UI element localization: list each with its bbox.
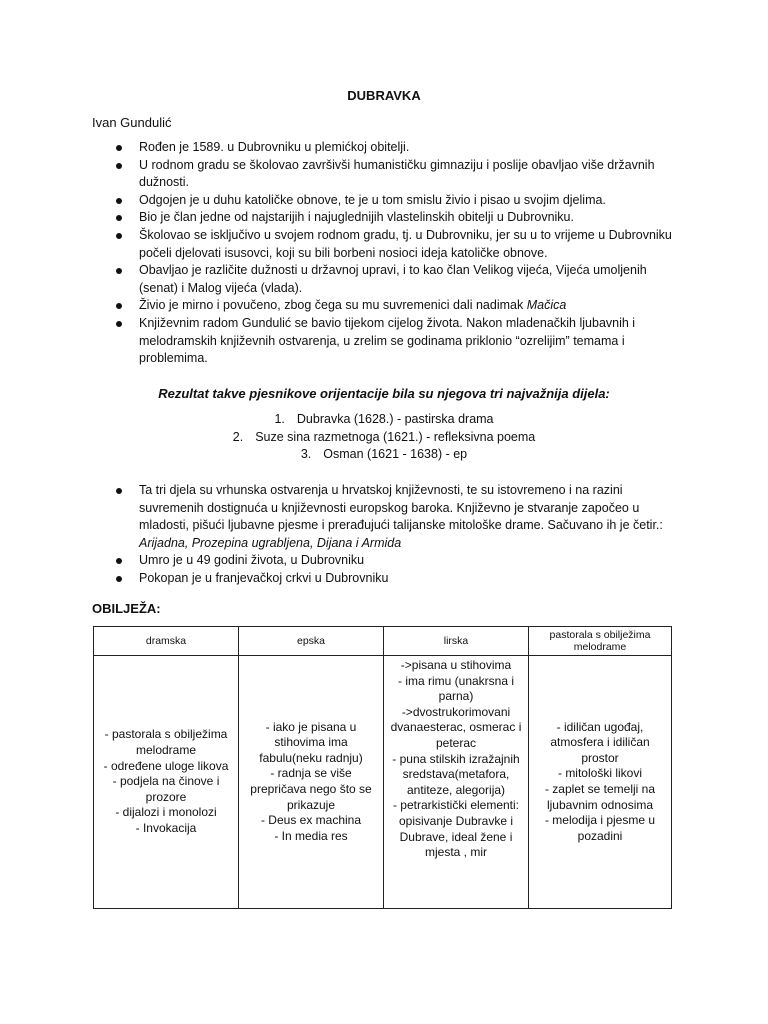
author-name: Ivan Gundulić (92, 115, 172, 130)
cell-epska: - iako je pisana u stihovima ima fabulu(neku radnju) - radnja se više prepričava nego što se prikazuje - Deus ex machina - In media res (239, 656, 384, 909)
bullet-icon (116, 576, 122, 582)
works-list (0, 411, 768, 464)
list-item: Živio je mirno i povučeno, zbog čega su mu suvremenici dali nadimak Mačica (92, 297, 682, 315)
bullet-icon (116, 488, 122, 494)
bullet-icon (116, 321, 122, 327)
list-item: Književnim radom Gundulić se bavio tijekom cijelog života. Nakon mladenačkih ljubavnih i melodramskih književnih ostvarenja, u zrelim se godinama priklonio “ozrelijim” temama i problemima. (92, 315, 682, 368)
list-item: Rođen je 1589. u Dubrovniku u plemićkoj obitelji. (92, 139, 682, 157)
header-pastorala: pastorala s obilježima melodrame (529, 627, 672, 656)
bullet-icon (116, 215, 122, 221)
result-heading: Rezultat takve pjesnikove orijentacije bila su njegova tri najvažnija dijela: (158, 386, 610, 401)
cell-lirska: ->pisana u stihovima - ima rimu (unakrsna i parna) ->dvostrukorimovani dvanaesterac, osmerac i peterac - puna stilskih izražajnih sredstava(metafora, antiteze, alegorija) - petrarkistički elementi: opisivanje Dubravke i Dubrave, ideal žene i mjesta , mir (384, 656, 529, 909)
list-item: 2. Suze sina razmetnoga (1621.) - refleksivna poema (232, 429, 536, 444)
bullet-icon (116, 558, 122, 564)
bullet-icon (116, 163, 122, 169)
list-item: Obavljao je različite dužnosti u državnoj upravi, i to kao član Velikog vijeća, Vijeća umoljenih (senat) i Malog vijeća (vlada). (92, 262, 682, 297)
list-item: Umro je u 49 godini života, u Dubrovniku (92, 552, 682, 570)
cell-pastorala: - idiličan ugođaj, atmosfera i idiličan prostor - mitološki likovi - zaplet se temelji na ljubavnim odnosima - melodija i pjesme u pozadini (529, 656, 672, 909)
document-title: DUBRAVKA (347, 88, 421, 103)
nickname: Mačica (526, 298, 567, 313)
biography-list (92, 139, 682, 368)
list-item: Odgojen je u duhu katoličke obnove, te je u tom smislu živio i pisao u svojim djelima. (92, 192, 682, 210)
bullet-icon (116, 268, 122, 274)
header-lirska: lirska (384, 627, 529, 656)
table-header-row (94, 627, 672, 656)
bullet-icon (116, 198, 122, 204)
list-item: 3. Osman (1621 - 1638) - ep (300, 447, 468, 462)
list-item: Bio je član jedne od najstarijih i najuglednijih vlastelinskih obitelji u Dubrovniku. (92, 209, 682, 227)
bullet-icon (116, 233, 122, 239)
list-item: U rodnom gradu se školovao završivši humanističku gimnaziju i poslije obavljao više državnih dužnosti. (92, 157, 682, 192)
features-table (93, 626, 672, 909)
list-item: Školovao se isključivo u svojem rodnom gradu, tj. u Dubrovniku, jer su u to vrijeme u Dubrovniku počeli djelovati isusovci, koji su bili borbeni nosioci ideja katoličke obnove. (92, 227, 682, 262)
header-dramska: dramska (94, 627, 239, 656)
bullet-icon (116, 145, 122, 151)
header-epska: epska (239, 627, 384, 656)
list-item: Ta tri djela su vrhunska ostvarenja u hrvatskoj književnosti, te su istovremeno i na razini suvremenih dostignuća u književnosti europskog baroka. Književno je stvaranje započeo u mladosti, pišući ljubavne pjesme i prerađujući talijanske mitološke drame. Sačuvano ih je četir.: Arijadna, Prozepina ugrabljena, Dijana i Armida (92, 482, 682, 552)
early-works-titles: Arijadna, Prozepina ugrabljena, Dijana i Armida (139, 535, 402, 550)
list-item: Pokopan je u franjevačkoj crkvi u Dubrovniku (92, 570, 682, 588)
bullet-icon (116, 303, 122, 309)
cell-dramska: - pastorala s obilježima melodrame - određene uloge likova - podjela na činove i prozore - dijalozi i monolozi - Invokacija (94, 656, 239, 909)
list-item: 1. Dubravka (1628.) - pastirska drama (274, 412, 494, 426)
works-bullet-list (92, 482, 682, 588)
table-row (94, 656, 672, 909)
features-heading: OBILJEŽA: (92, 601, 161, 616)
